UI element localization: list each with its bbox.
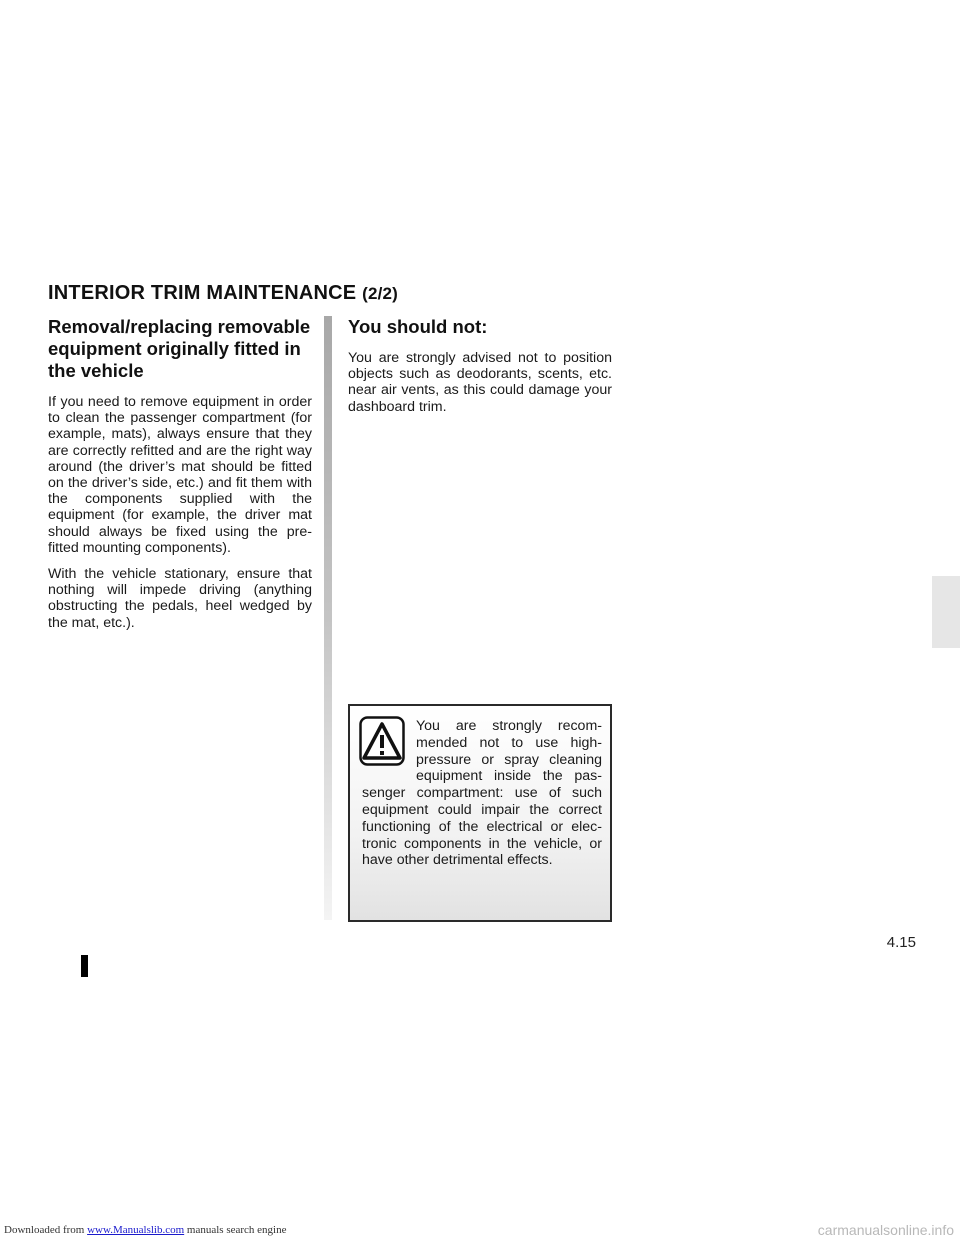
column-divider: [324, 316, 332, 920]
download-footer: [4, 1224, 286, 1236]
section-heading-removal: Removal/replacing removable equipment originally fitted in the vehicle: [48, 316, 311, 381]
left-column: [48, 316, 312, 641]
paragraph-removal-1: If you need to remove equipment in order to clean the passenger compartment (for example, mats), always ensure that they are correctly refitted and are the right way around (the driver’s mat should be fitted on the driver’s side, etc.) and fit them with the components supplied with the equipment (for example, the driver mat should always be fixed using the pre-fitted mounting components).: [48, 394, 312, 556]
paragraph-should-not: You are strongly advised not to position objects such as deodorants, scents, etc. near air vents, as this could damage your dashboard trim.: [348, 350, 612, 415]
footer-prefix: Downloaded from: [4, 1224, 88, 1236]
paragraph-removal-2: With the vehicle stationary, ensure that nothing will impede driving (anything obstructing the pedals, heel wedged by the mat, etc.).: [48, 566, 312, 631]
footer-suffix: manuals search engine: [184, 1224, 287, 1236]
manualslib-link[interactable]: www.Manualslib.com: [87, 1224, 185, 1236]
section-heading-should-not: You should not:: [348, 316, 488, 337]
warning-box: [348, 704, 612, 922]
watermark-text: carmanualsonline.info: [817, 1222, 954, 1238]
page-title-text: INTERIOR TRIM MAINTENANCE: [48, 282, 357, 304]
page-part-indicator: (2/2): [362, 284, 399, 303]
warning-text: [362, 718, 602, 869]
warning-text-content: You are strongly recommended not to use high-pressure or spray cleaning equipment inside the passenger compartment: use of such equipment could impair the correct functioning of the electrical or electronic components in the vehicle, or have other detrimental effects.: [362, 718, 602, 869]
corner-mark: [81, 955, 88, 977]
page-number: 4.15: [886, 934, 916, 951]
right-column: [348, 316, 612, 425]
chapter-side-tab: [932, 576, 960, 648]
page-title: [48, 282, 398, 305]
